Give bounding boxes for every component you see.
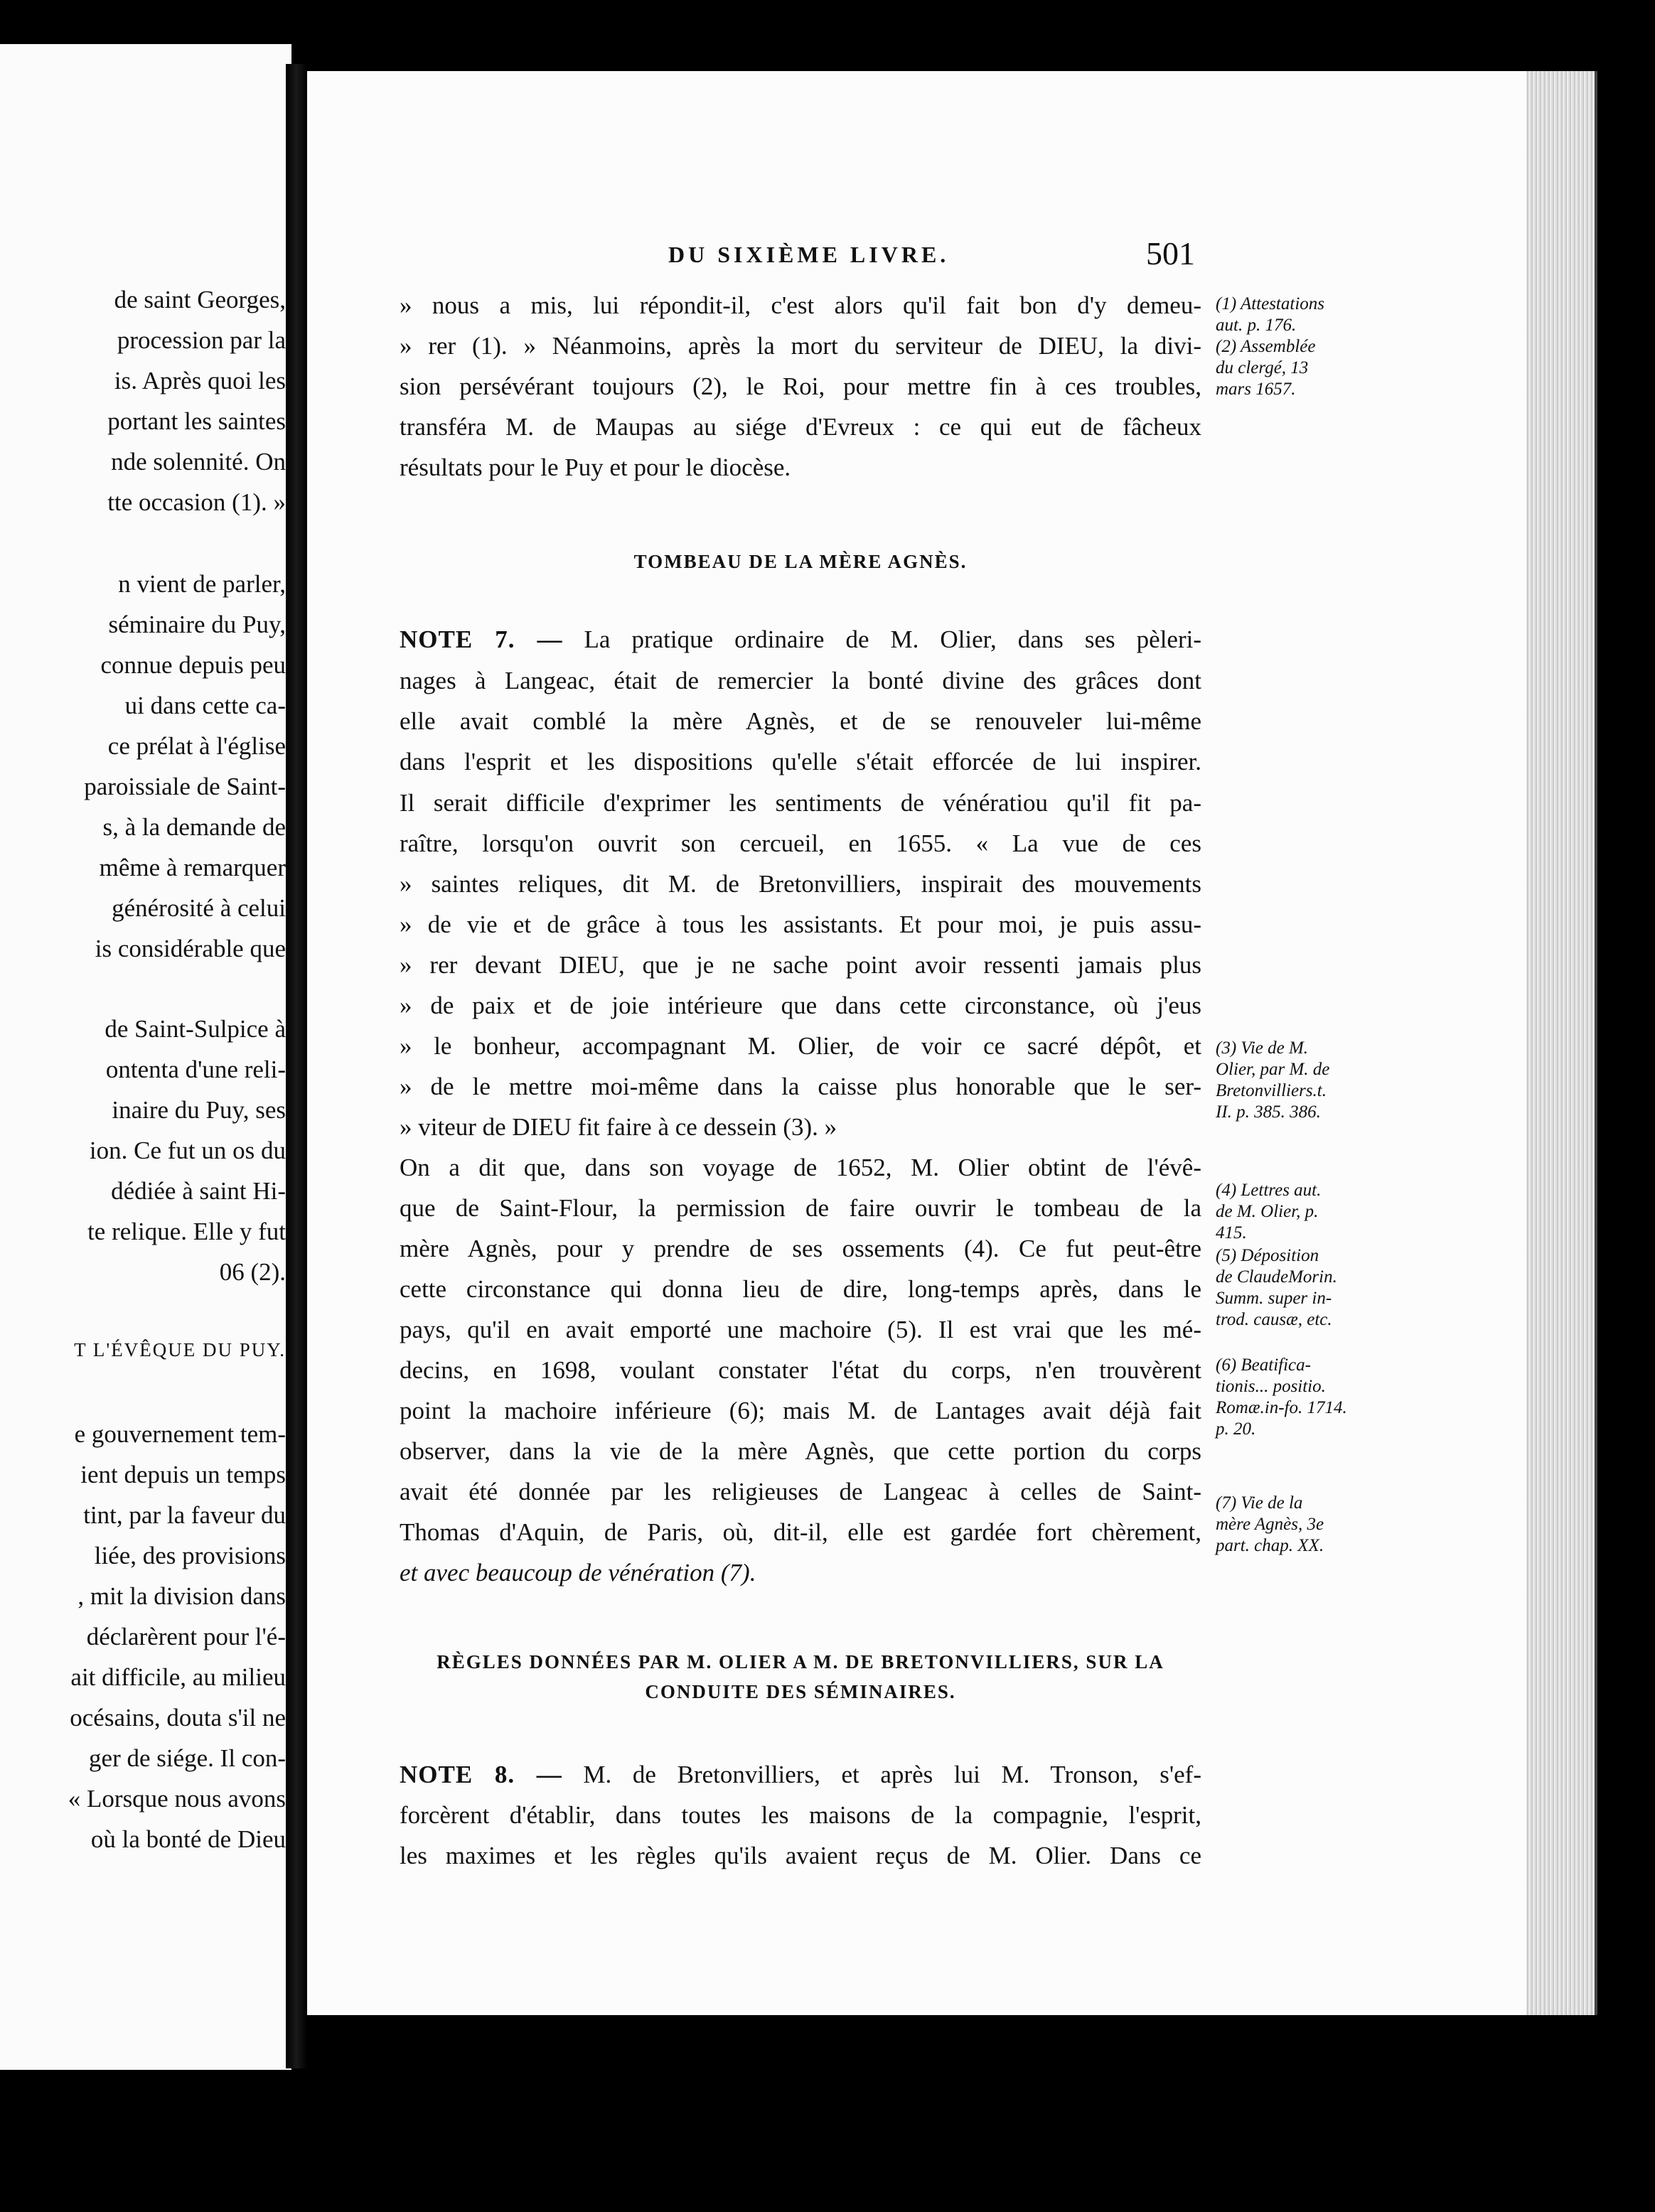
- text-line: » de vie et de grâce à tous les assistants. Et pour moi, je puis assu-: [400, 911, 1201, 938]
- text-line: » viteur de DIEU fit faire à ce dessein (3). »: [400, 1113, 837, 1141]
- left-line: de Saint-Sulpice à: [105, 1015, 286, 1043]
- text-line: » le bonheur, accompagnant M. Olier, de voir ce sacré dépôt, et: [400, 1032, 1201, 1060]
- left-line: où la bonté de Dieu: [90, 1825, 286, 1853]
- text-line: decins, en 1698, voulant constater l'état du corps, n'en trouvèrent: [400, 1356, 1201, 1384]
- text-line: que de Saint-Flour, la permission de faire ouvrir le tombeau de la: [400, 1194, 1201, 1222]
- left-line: 06 (2).: [219, 1258, 286, 1286]
- left-line: tte occasion (1). »: [107, 488, 286, 516]
- text-line: nages à Langeac, était de remercier la bonté divine des grâces dont: [400, 667, 1201, 694]
- book-gutter: [286, 64, 307, 2068]
- left-line: inaire du Puy, ses: [112, 1096, 286, 1124]
- text-line: dans l'esprit et les dispositions qu'elle s'était efforcée de lui inspirer.: [400, 748, 1201, 775]
- running-header: DU SIXIÈME LIVRE.: [668, 242, 950, 267]
- text-line: sion persévérant toujours (2), le Roi, pour mettre fin à ces troubles,: [400, 372, 1201, 400]
- text-line: » nous a mis, lui répondit-il, c'est alors qu'il fait bon d'y demeu-: [400, 291, 1201, 319]
- text-line: Thomas d'Aquin, de Paris, où, dit-il, elle est gardée fort chèrement,: [400, 1518, 1201, 1546]
- text-line: avait été donnée par les religieuses de Langeac à celles de Saint-: [400, 1478, 1201, 1505]
- margin-note: (1) Attestations aut. p. 176. (2) Assemblée du clergé, 13 mars 1657.: [1216, 294, 1325, 399]
- left-line: de saint Georges,: [114, 286, 286, 313]
- text-line: mère Agnès, pour y prendre de ses ossements (4). Ce fut peut-être: [400, 1235, 1201, 1262]
- margin-note: (7) Vie de la mère Agnès, 3e part. chap. XX.: [1216, 1493, 1324, 1555]
- section-heading: CONDUITE DES SÉMINAIRES.: [645, 1681, 956, 1702]
- page-number: 501: [1146, 235, 1195, 272]
- left-line: ui dans cette ca-: [124, 692, 286, 719]
- page-edges: [1526, 71, 1597, 2015]
- text-line: observer, dans la vie de la mère Agnès, que cette portion du corps: [400, 1437, 1201, 1465]
- left-line: tint, par la faveur du: [83, 1501, 286, 1529]
- left-line: portant les saintes: [107, 407, 286, 435]
- left-line: dédiée à saint Hi-: [111, 1177, 286, 1205]
- section-heading: RÈGLES DONNÉES PAR M. OLIER A M. DE BRETONVILLIERS, SUR LA: [436, 1651, 1164, 1673]
- left-line: générosité à celui: [112, 894, 286, 922]
- text-line: » saintes reliques, dit M. de Bretonvilliers, inspirait des mouvements: [400, 870, 1201, 898]
- left-line: océsains, douta s'il ne: [70, 1704, 286, 1732]
- text-line: » de paix et de joie intérieure que dans cette circonstance, où j'eus: [400, 992, 1201, 1019]
- text-line: et avec beaucoup de vénération (7).: [400, 1559, 756, 1586]
- text-line: » rer (1). » Néanmoins, après la mort du serviteur de DIEU, la divi-: [400, 332, 1201, 360]
- margin-note: (3) Vie de M. Olier, par M. de Bretonvilliers.t. II. p. 385. 386.: [1216, 1038, 1330, 1122]
- text-line: NOTE 7. — La pratique ordinaire de M. Olier, dans ses pèleri-: [400, 626, 1202, 653]
- left-line: paroissiale de Saint-: [84, 773, 286, 800]
- text-line: pays, qu'il en avait emporté une machoire (5). Il est vrai que les mé-: [400, 1316, 1201, 1343]
- text-line: Il serait difficile d'exprimer les sentiments de vénératiou qu'il fit pa-: [400, 789, 1201, 817]
- left-line: is. Après quoi les: [114, 367, 286, 394]
- left-line: te relique. Elle y fut: [87, 1218, 286, 1245]
- text-line: les maximes et les règles qu'ils avaient reçus de M. Olier. Dans ce: [400, 1842, 1201, 1869]
- left-line: procession par la: [117, 326, 286, 354]
- left-line: ait difficile, au milieu: [70, 1663, 286, 1691]
- text-line: forcèrent d'établir, dans toutes les maisons de la compagnie, l'esprit,: [400, 1801, 1201, 1829]
- left-line: s, à la demande de: [102, 813, 286, 841]
- left-line: is considérable que: [95, 935, 286, 962]
- left-line: e gouvernement tem-: [74, 1420, 286, 1448]
- left-line: déclarèrent pour l'é-: [86, 1623, 286, 1650]
- left-line: connue depuis peu: [100, 651, 286, 679]
- text-line: raître, lorsqu'on ouvrit son cercueil, en 1655. « La vue de ces: [400, 830, 1201, 857]
- left-line: ger de siége. Il con-: [89, 1744, 286, 1772]
- left-line: séminaire du Puy,: [108, 611, 286, 638]
- margin-note: (5) Déposition de ClaudeMorin. Summ. super in- trod. causæ, etc.: [1216, 1246, 1337, 1329]
- text-line: NOTE 8. — M. de Bretonvilliers, et après lui M. Tronson, s'ef-: [400, 1761, 1201, 1788]
- left-line: ient depuis un temps: [80, 1461, 286, 1488]
- left-line: « Lorsque nous avons: [68, 1785, 286, 1813]
- section-heading: TOMBEAU DE LA MÈRE AGNÈS.: [633, 551, 968, 572]
- text-line: transféra M. de Maupas au siége d'Evreux : ce qui eut de fâcheux: [400, 413, 1201, 441]
- left-line: ontenta d'une reli-: [105, 1056, 286, 1083]
- text-line: cette circonstance qui donna lieu de dire, long-temps après, dans le: [400, 1275, 1201, 1303]
- text-line: » de le mettre moi-même dans la caisse plus honorable que le ser-: [400, 1073, 1201, 1100]
- note-7-label: NOTE 7. —: [400, 626, 563, 653]
- text-line: point la machoire inférieure (6); mais M. de Lantages avait déjà fait: [400, 1397, 1201, 1424]
- left-line: liée, des provisions: [94, 1542, 286, 1569]
- left-page: [0, 44, 291, 2070]
- left-section-heading: T L'ÉVÊQUE DU PUY.: [74, 1339, 286, 1360]
- left-line: même à remarquer: [99, 854, 286, 881]
- text-line: elle avait comblé la mère Agnès, et de se renouveler lui-même: [400, 707, 1201, 735]
- margin-note: (4) Lettres aut. de M. Olier, p. 415.: [1216, 1181, 1322, 1242]
- left-line: ion. Ce fut un os du: [89, 1137, 286, 1164]
- note-8-label: NOTE 8. —: [400, 1761, 562, 1788]
- margin-note: (6) Beatifica- tionis... positio. Romæ.in-fo. 1714. p. 20.: [1216, 1355, 1347, 1439]
- left-line: n vient de parler,: [118, 570, 286, 598]
- left-line: nde solennité. On: [111, 448, 286, 476]
- text-line: résultats pour le Puy et pour le diocèse.: [400, 453, 791, 481]
- text-line: » rer devant DIEU, que je ne sache point avoir ressenti jamais plus: [400, 951, 1201, 979]
- text-line: On a dit que, dans son voyage de 1652, M. Olier obtint de l'évê-: [400, 1154, 1201, 1181]
- left-line: , mit la division dans: [77, 1582, 286, 1610]
- left-line: ce prélat à l'église: [107, 732, 286, 760]
